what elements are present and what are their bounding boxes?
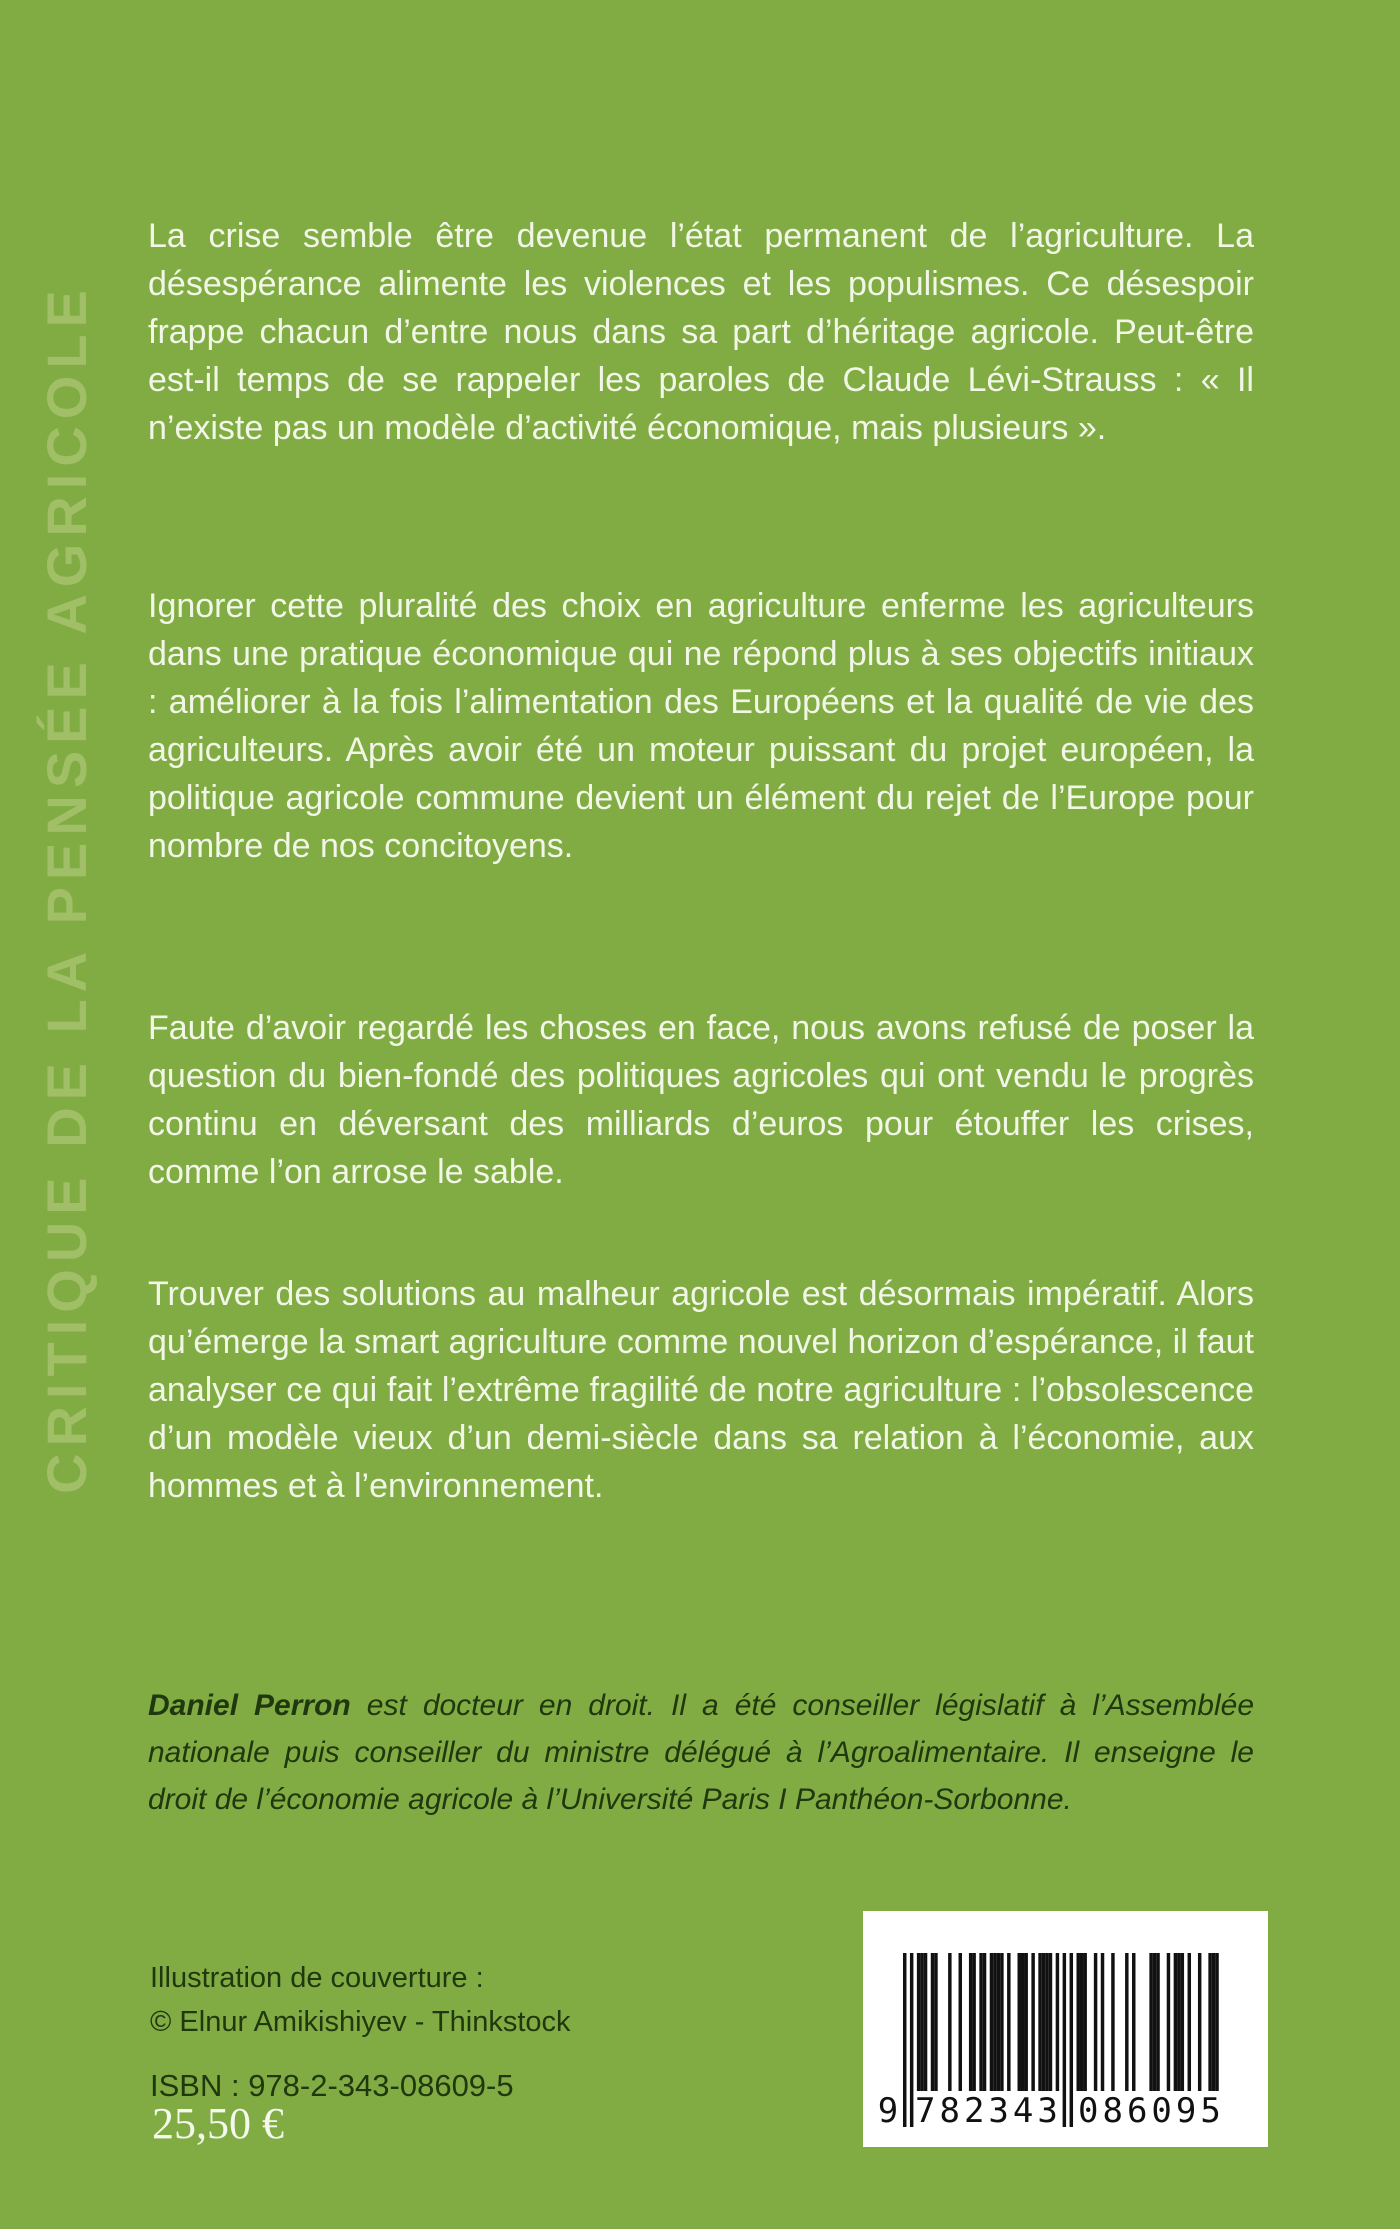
illustration-credit-line2: © Elnur Amikishiyev - Thinkstock: [150, 2006, 571, 2038]
back-cover-paragraph-1: La crise semble être devenue l’état permanent de l’agriculture. La désespérance alimente les violences et les populismes. Ce désespoir frappe chacun d’entre nous dans sa part d’héritage agricole. Peut-être est-il temps de se rappeler les paroles de Claude Lévi-Strauss : « Il n’existe pas un modèle d’activité économique, mais plusieurs ».: [148, 217, 1254, 447]
spine-title: CRITIQUE DE LA PENSÉE AGRICOLE: [35, 283, 98, 1494]
barcode-digits-right: 086095: [1078, 2091, 1225, 2131]
ean13-barcode: [863, 1911, 1268, 2147]
author-bio-text: est docteur en droit. Il a été conseiller législatif à l’Assemblée nationale puis conseiller du ministre délégué à l’Agroalimentaire. Il enseigne le droit de l’économie agricole à l’Université Paris I Panthéon-Sorbonne.: [148, 1689, 1255, 1816]
illustration-credit: [150, 1956, 770, 2044]
price-text: 25,50 €: [152, 2099, 284, 2148]
barcode-digits-left: 782343: [915, 2091, 1062, 2131]
barcode-digit-lead: 9: [877, 2091, 899, 2131]
back-cover-paragraph-4: Trouver des solutions au malheur agricole est désormais impératif. Alors qu’émerge la smart agriculture comme nouvel horizon d’espérance, il faut analyser ce qui fait l’extrême fragilité de notre agriculture : l’obsolescence d’un modèle vieux d’un demi-siècle dans sa relation à l’économie, aux hommes et à l’environnement.: [148, 1275, 1254, 1505]
back-cover-paragraph-3: Faute d’avoir regardé les choses en face, nous avons refusé de poser la question du bien-fondé des politiques agricoles qui ont vendu le progrès continu en déversant des milliards d’euros pour étouffer les crises, comme l’on arrose le sable.: [148, 1009, 1254, 1191]
back-cover-paragraph-2: Ignorer cette pluralité des choix en agriculture enferme les agriculteurs dans une pratique économique qui ne répond plus à ses objectifs initiaux : améliorer à la fois l’alimentation des Européens et la qualité de vie des agriculteurs. Après avoir été un moteur puissant du projet européen, la politique agricole commune devient un élément du rejet de l’Europe pour nombre de nos concitoyens.: [148, 587, 1254, 865]
author-name: Daniel Perron: [148, 1689, 351, 1722]
author-bio: [148, 1682, 1254, 1823]
illustration-credit-line1: Illustration de couverture :: [150, 1962, 484, 1994]
isbn-text: ISBN : 978-2-343-08609-5: [150, 2068, 514, 2103]
